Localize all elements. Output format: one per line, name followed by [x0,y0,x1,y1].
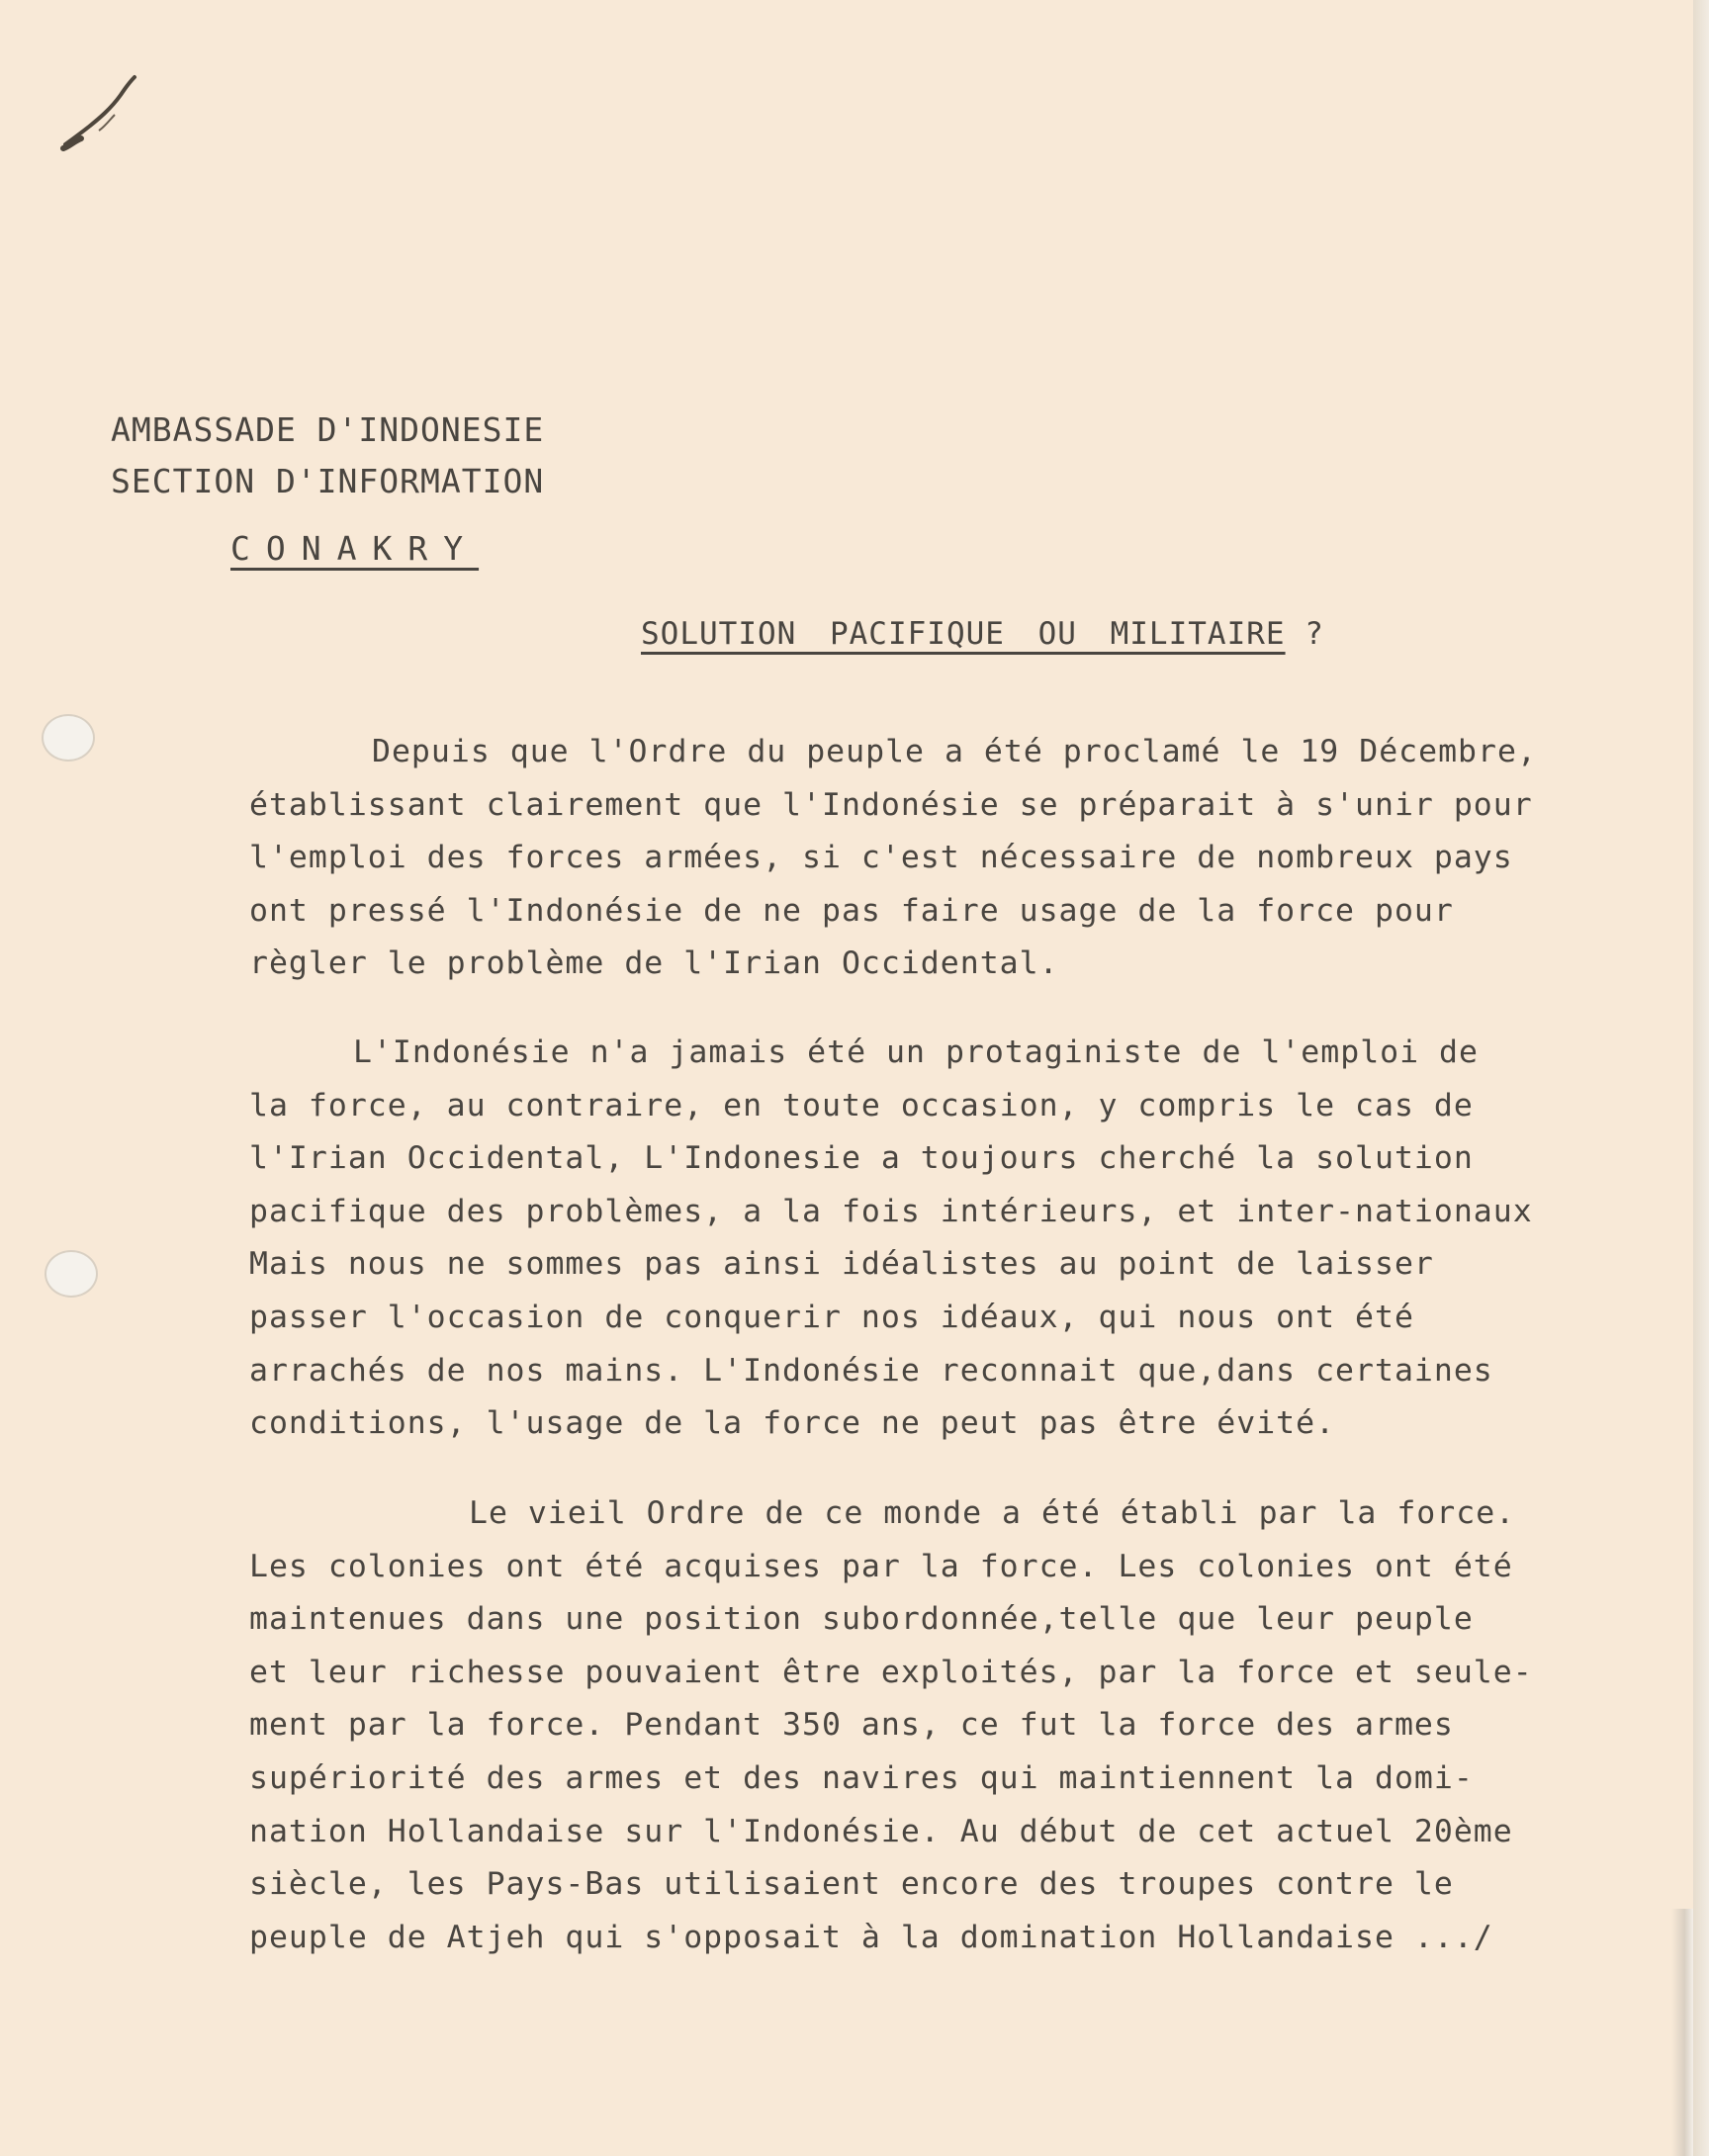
paragraph-line: peuple de Atjeh qui s'opposait à la domination Hollandaise .../ [249,1919,1493,1955]
paragraph-line: ment par la force. Pendant 350 ans, ce fut la force des armes [249,1707,1454,1744]
paragraph-line: Depuis que l'Ordre du peuple a été proclamé le 19 Décembre, [372,734,1537,769]
title-question-mark: ? [1304,616,1324,652]
paragraph-line: siècle, les Pays-Bas utilisaient encore des troupes contre le [249,1866,1454,1903]
paragraph-line: et leur richesse pouvaient être exploités, par la force et seule- [249,1654,1533,1690]
paragraph-line: établissant clairement que l'Indonésie se préparait à s'unir pour [249,786,1533,823]
ink-mark [59,69,158,168]
paragraph-line: l'Irian Occidental, L'Indonesie a toujours cherché la solution [249,1140,1474,1177]
punch-hole [45,1250,98,1298]
title-text: SOLUTION PACIFIQUE OU MILITAIRE [641,616,1286,652]
paragraph-line: L'Indonésie n'a jamais été un protaginiste de l'emploi de [353,1034,1479,1070]
paragraph-line: passer l'occasion de conquerir nos idéaux, qui nous ont été [249,1299,1414,1335]
page-edge [1693,0,1709,2156]
paragraph-line: Les colonies ont été acquises par la force. Les colonies ont été [249,1548,1513,1584]
paragraph-line: conditions, l'usage de la force ne peut pas être évité. [249,1405,1336,1442]
section-name: SECTION D'INFORMATION [111,462,545,500]
paragraph-line: maintenues dans une position subordonnée,telle que leur peuple [249,1601,1474,1638]
paragraph-line: Le vieil Ordre de ce monde a été établi par la force. [469,1495,1516,1531]
paragraph-line: arrachés de nos mains. L'Indonésie reconnait que,dans certaines [249,1352,1493,1389]
page-curl [1671,1909,1693,2156]
paragraph-line: la force, au contraire, en toute occasion, y compris le cas de [249,1087,1474,1123]
paragraph-2 [249,1027,1584,1451]
embassy-name: AMBASSADE D'INDONESIE [111,410,545,449]
paragraph-line: pacifique des problèmes, a la fois intérieurs, et inter-nationaux [249,1193,1533,1229]
paragraph-line: l'emploi des forces armées, si c'est nécessaire de nombreux pays [249,840,1513,876]
paragraph-line: nation Hollandaise sur l'Indonésie. Au début de cet actuel 20ème [249,1813,1513,1849]
paragraph-1 [249,726,1584,991]
paragraph-3 [249,1487,1584,1964]
paragraph-line: Mais nous ne sommes pas ainsi idéalistes au point de laisser [249,1246,1434,1283]
paragraph-line: ont pressé l'Indonésie de ne pas faire usage de la force pour [249,892,1454,929]
document-title [641,616,1324,652]
punch-hole [42,714,95,762]
city-name: CONAKRY [230,529,480,568]
paragraph-line: supériorité des armes et des navires qui maintiennent la domi- [249,1759,1474,1796]
paragraph-line: règler le problème de l'Irian Occidental. [249,945,1059,982]
